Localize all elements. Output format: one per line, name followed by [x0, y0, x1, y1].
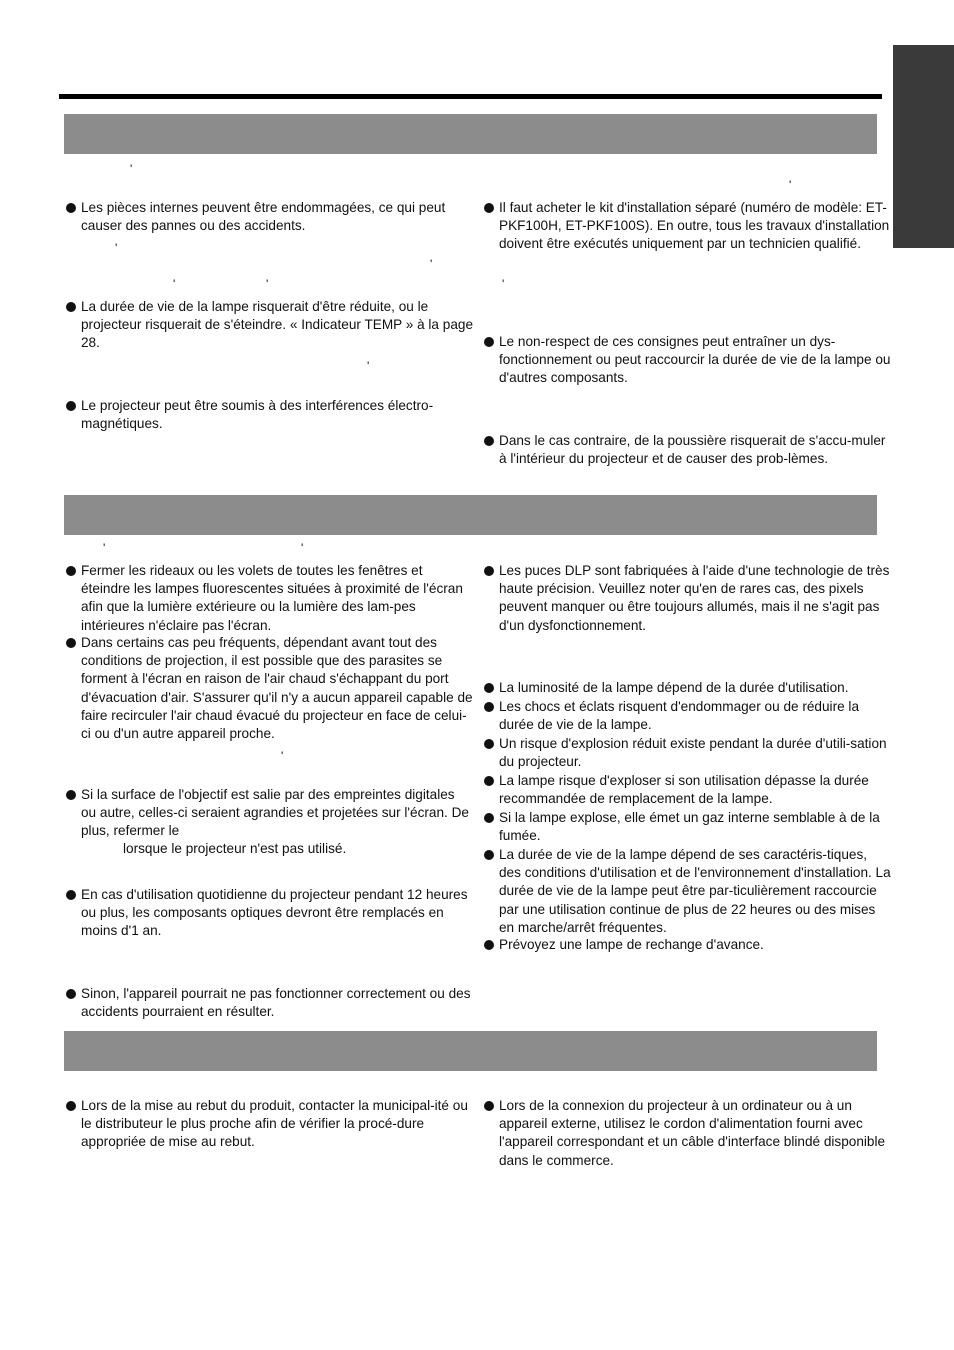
- section-band-other: [64, 1031, 877, 1071]
- bullet-dot-icon: [484, 203, 494, 213]
- bullet-dot-icon: [484, 337, 494, 347]
- bullet-dot-icon: [484, 683, 494, 693]
- bullet-dot-icon: [66, 566, 76, 576]
- section-band-precautions: [64, 114, 877, 154]
- bullet-item: Il faut acheter le kit d'installation séparé (numéro de modèle: ET-PKF100H, ET-PKF100S). En outre, tous les travaux d'installation doivent être exécutés uniquement par un technicien qualifié.: [482, 199, 892, 254]
- apostrophe-mark: ': [115, 241, 118, 255]
- bullet-item: Lors de la connexion du projecteur à un ordinateur ou à un appareil externe, utilisez le cordon d'alimentation fourni avec l'appareil correspondant et un câble d'interface blindé disponible dans le commerce.: [482, 1097, 892, 1170]
- bullet-item: La lampe risque d'exploser si son utilisation dépasse la durée recommandée de remplacement de la lampe.: [482, 772, 892, 808]
- bullet-item: Les puces DLP sont fabriquées à l'aide d'une technologie de très haute précision. Veuillez noter qu'en de rares cas, des pixels peuvent manquer ou être toujours allumés, mais il ne s'agit pas d'un dysfonctionnement.: [482, 562, 892, 635]
- apostrophe-mark: ': [130, 162, 133, 176]
- bullet-dot-icon: [484, 940, 494, 950]
- apostrophe-mark: ': [789, 178, 792, 192]
- bullet-dot-icon: [66, 790, 76, 800]
- bullet-item: La durée de vie de la lampe dépend de ses caractéris-tiques, des conditions d'utilisation et de l'environnement d'installation. La durée de vie de la lampe peut être par-ticulièrement raccourcie par une utilisation continue de plus de 22 heures ou des mises en marche/arrêt fréquentes.: [482, 846, 892, 937]
- bullet-dot-icon: [66, 1101, 76, 1111]
- bullet-dot-icon: [484, 702, 494, 712]
- bullet-item: Si la surface de l'objectif est salie par des empreintes digitales ou autre, celles-ci seraient agrandies et projetées sur l'écran. De plus, refermer le: [64, 786, 473, 841]
- bullet-dot-icon: [66, 989, 76, 999]
- bullet-dot-icon: [484, 566, 494, 576]
- bullet-item: Sinon, l'appareil pourrait ne pas fonctionner correctement ou des accidents pourraient en résulter.: [64, 985, 473, 1021]
- bullet-dot-icon: [66, 203, 76, 213]
- bullet-dot-icon: [484, 436, 494, 446]
- bullet-item: Lors de la mise au rebut du produit, contacter la municipal-ité ou le distributeur le plus proche afin de vérifier la procé-dure appropriée de mise au rebut.: [64, 1097, 473, 1152]
- top-rule: [59, 94, 882, 99]
- bullet-item: Le projecteur peut être soumis à des interférences électro-magnétiques.: [64, 397, 473, 433]
- apostrophe-mark: ': [266, 277, 269, 291]
- bullet-item: En cas d'utilisation quotidienne du projecteur pendant 12 heures ou plus, les composants optiques devront être remplacés en moins d'1 an.: [64, 886, 473, 941]
- bullet-item: La luminosité de la lampe dépend de la durée d'utilisation.: [482, 679, 892, 697]
- bullet-item: Les pièces internes peuvent être endommagées, ce qui peut causer des pannes ou des accidents.: [64, 199, 473, 235]
- apostrophe-mark: ': [173, 277, 176, 291]
- bullet-item: Un risque d'explosion réduit existe pendant la durée d'utili-sation du projecteur.: [482, 735, 892, 771]
- bullet-dot-icon: [484, 1101, 494, 1111]
- apostrophe-mark: ': [502, 277, 505, 291]
- bullet-item: Si la lampe explose, elle émet un gaz interne semblable à de la fumée.: [482, 809, 892, 845]
- bullet-dot-icon: [66, 401, 76, 411]
- side-chapter-tab: [893, 45, 954, 248]
- bullet-dot-icon: [484, 739, 494, 749]
- bullet-item: La durée de vie de la lampe risquerait d'être réduite, ou le projecteur risquerait de s'éteindre. « Indicateur TEMP » à la page 28.: [64, 298, 473, 353]
- bullet-dot-icon: [66, 890, 76, 900]
- section-band-usage: [64, 495, 877, 535]
- apostrophe-mark: ': [430, 257, 433, 271]
- bullet-item: Les chocs et éclats risquent d'endommager ou de réduire la durée de vie de la lampe.: [482, 698, 892, 734]
- apostrophe-mark: ': [103, 541, 106, 555]
- apostrophe-mark: ': [367, 359, 370, 373]
- bullet-dot-icon: [66, 638, 76, 648]
- apostrophe-mark: ': [301, 541, 304, 555]
- bullet-continuation: lorsque le projecteur n'est pas utilisé.: [123, 841, 347, 856]
- bullet-dot-icon: [484, 813, 494, 823]
- apostrophe-mark: ': [281, 749, 284, 763]
- bullet-item: Le non-respect de ces consignes peut entraîner un dys-fonctionnement ou peut raccourcir la durée de vie de la lampe ou d'autres composants.: [482, 333, 892, 388]
- bullet-item: Fermer les rideaux ou les volets de toutes les fenêtres et éteindre les lampes fluorescentes situées à proximité de l'écran afin que la lumière extérieure ou la lumière des lam-pes intérieures n'éclaire pas l'écran.: [64, 562, 473, 635]
- bullet-dot-icon: [66, 302, 76, 312]
- bullet-item: Dans le cas contraire, de la poussière risquerait de s'accu-muler à l'intérieur du projecteur et de causer des prob-lèmes.: [482, 432, 892, 468]
- bullet-dot-icon: [484, 776, 494, 786]
- bullet-item: Dans certains cas peu fréquents, dépendant avant tout des conditions de projection, il est possible que des parasites se forment à l'écran en raison de l'air chaud s'échappant du port d'évacuation d'air. S'assurer qu'il n'y a aucun appareil capable de faire recirculer l'air chaud évacué du projecteur en face de celui-ci ou d'un autre appareil proche.: [64, 634, 473, 743]
- bullet-dot-icon: [484, 850, 494, 860]
- bullet-item: Prévoyez une lampe de rechange d'avance.: [482, 936, 892, 954]
